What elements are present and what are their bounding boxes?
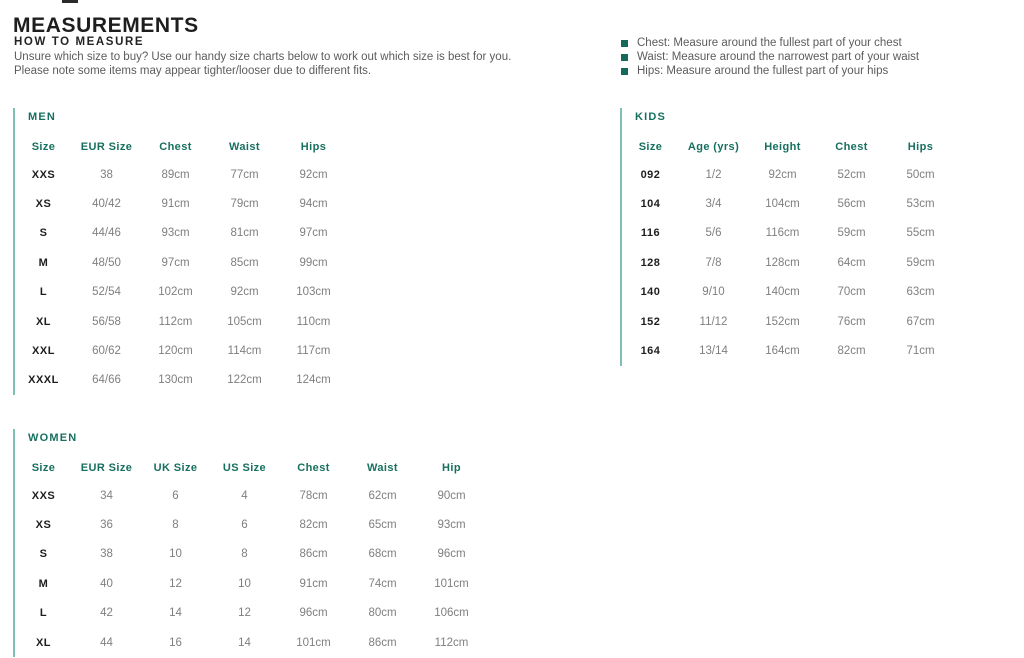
size-label: 164	[640, 345, 661, 358]
size-label: XXS	[31, 168, 56, 181]
table-row	[15, 540, 486, 569]
measurement-value: 34	[100, 489, 113, 502]
table-row	[622, 189, 955, 218]
table-title: MEN	[28, 111, 57, 123]
column-header: Hips	[300, 141, 327, 153]
size-label: S	[39, 227, 48, 240]
measurement-value: 116cm	[765, 227, 800, 240]
header-row	[15, 455, 486, 481]
measurement-value: 59cm	[837, 227, 866, 240]
header-row	[15, 134, 348, 160]
table-row	[15, 189, 348, 218]
measurement-value: 130cm	[158, 374, 193, 387]
measurement-value: 78cm	[299, 489, 328, 502]
measurement-value: 8	[172, 519, 179, 532]
measurement-value: 76cm	[837, 315, 866, 328]
bullet-square-icon	[621, 40, 628, 47]
measurement-value: 16	[169, 636, 182, 649]
measurement-value: 60/62	[92, 345, 121, 358]
measurement-value: 56cm	[837, 198, 866, 211]
measurement-value: 104cm	[765, 198, 800, 211]
measurement-value: 97cm	[299, 227, 328, 240]
measurement-value: 44	[100, 636, 113, 649]
size-chart-kids	[622, 134, 955, 366]
measurement-value: 91cm	[299, 577, 328, 590]
table-title: WOMEN	[28, 432, 78, 444]
measurement-value: 53cm	[906, 198, 935, 211]
table-row	[15, 160, 348, 189]
measurement-value: 106cm	[434, 607, 469, 620]
table-row	[622, 307, 955, 336]
size-label: XXXL	[28, 374, 59, 387]
measurement-value: 10	[169, 548, 182, 561]
measurement-value: 68cm	[368, 548, 397, 561]
measurement-value: 11/12	[699, 315, 728, 328]
column-header: Height	[764, 141, 801, 153]
measurement-value: 63cm	[906, 286, 935, 299]
measurement-value: 40	[100, 577, 113, 590]
column-header: Size	[31, 462, 56, 474]
column-header: Size	[638, 141, 663, 153]
table-row	[622, 248, 955, 277]
measurement-value: 65cm	[368, 519, 397, 532]
table-row	[15, 336, 348, 365]
tip-text: Chest: Measure around the fullest part of your chest	[637, 37, 902, 49]
measurement-value: 40/42	[92, 198, 121, 211]
measurement-value: 52cm	[837, 168, 866, 181]
size-label: XL	[35, 315, 52, 328]
measurement-value: 101cm	[296, 636, 331, 649]
measure-tips-list	[621, 37, 919, 79]
table-title: KIDS	[635, 111, 667, 123]
measurement-value: 140cm	[765, 286, 800, 299]
measurement-value: 70cm	[837, 286, 866, 299]
tip-item-chest	[621, 37, 919, 51]
intro-paragraph	[14, 50, 511, 78]
size-label: M	[38, 256, 49, 269]
size-label: 128	[640, 256, 661, 269]
measurement-value: 10	[238, 577, 251, 590]
size-label: XXL	[32, 345, 55, 358]
size-chart-women	[15, 455, 486, 657]
table-row	[15, 366, 348, 395]
table-row	[15, 307, 348, 336]
measurement-value: 122cm	[227, 374, 262, 387]
measurement-value: 93cm	[437, 519, 466, 532]
measurement-value: 105cm	[227, 315, 262, 328]
size-label: 116	[640, 227, 661, 240]
column-header: Chest	[297, 462, 330, 474]
measurement-value: 102cm	[158, 286, 193, 299]
measurement-value: 103cm	[296, 286, 331, 299]
column-header: Waist	[229, 141, 260, 153]
measurement-value: 91cm	[161, 198, 190, 211]
size-label: 092	[640, 168, 661, 181]
measurement-value: 38	[100, 548, 113, 561]
measurement-value: 79cm	[230, 198, 259, 211]
page-title: MEASUREMENTS	[13, 14, 199, 38]
measurement-value: 96cm	[299, 607, 328, 620]
column-header: Chest	[159, 141, 192, 153]
measurement-value: 99cm	[299, 256, 328, 269]
measurement-value: 6	[241, 519, 248, 532]
size-label: L	[39, 607, 48, 620]
column-header: US Size	[222, 462, 267, 474]
bullet-square-icon	[621, 54, 628, 61]
measurement-value: 112cm	[158, 315, 193, 328]
measurement-value: 13/14	[699, 345, 728, 358]
bullet-square-icon	[621, 68, 628, 75]
size-label: 140	[640, 286, 661, 299]
measurement-value: 62cm	[368, 489, 397, 502]
measurement-value: 86cm	[368, 636, 397, 649]
size-label: XL	[35, 636, 52, 649]
column-header: Size	[31, 141, 56, 153]
column-header: Age (yrs)	[687, 141, 740, 153]
measurement-value: 74cm	[368, 577, 397, 590]
how-to-measure-heading: HOW TO MEASURE	[14, 36, 145, 48]
measurement-value: 38	[100, 168, 113, 181]
measurement-value: 97cm	[161, 256, 190, 269]
measurement-value: 93cm	[161, 227, 190, 240]
table-row	[15, 628, 486, 657]
measurement-value: 55cm	[906, 227, 935, 240]
measurement-value: 52/54	[92, 286, 121, 299]
measurement-value: 124cm	[296, 374, 331, 387]
measurement-value: 92cm	[768, 168, 797, 181]
measurement-value: 77cm	[230, 168, 259, 181]
measurement-value: 3/4	[705, 198, 722, 211]
table-row	[15, 248, 348, 277]
size-label: L	[39, 286, 48, 299]
measurement-value: 92cm	[299, 168, 328, 181]
size-label: 104	[640, 198, 661, 211]
measurement-value: 7/8	[705, 256, 722, 269]
men-size-table	[13, 108, 348, 395]
measurement-value: 67cm	[906, 315, 935, 328]
table-row	[622, 160, 955, 189]
measurement-value: 64cm	[837, 256, 866, 269]
measurement-value: 12	[238, 607, 251, 620]
women-size-table	[13, 429, 486, 657]
column-header: EUR Size	[80, 462, 133, 474]
size-label: XS	[35, 198, 52, 211]
header-row	[622, 134, 955, 160]
table-row	[15, 481, 486, 510]
measurement-value: 89cm	[161, 168, 190, 181]
measurement-value: 152cm	[765, 315, 800, 328]
measurement-value: 1/2	[705, 168, 722, 181]
measurement-value: 4	[241, 489, 248, 502]
measurement-value: 64/66	[92, 374, 121, 387]
measurement-value: 50cm	[906, 168, 935, 181]
measurement-value: 164cm	[765, 345, 800, 358]
tip-item-hips	[621, 65, 919, 79]
measurement-value: 90cm	[437, 489, 466, 502]
column-header: Chest	[835, 141, 868, 153]
table-row	[15, 599, 486, 628]
measurement-value: 14	[169, 607, 182, 620]
measurement-value: 14	[238, 636, 251, 649]
measurement-value: 120cm	[158, 345, 193, 358]
column-header: Waist	[367, 462, 398, 474]
measurement-value: 36	[100, 519, 113, 532]
measurement-value: 9/10	[702, 286, 725, 299]
measurement-value: 112cm	[434, 636, 469, 649]
intro-line-1: Unsure which size to buy? Use our handy size charts below to work out which size is best for you.	[14, 51, 512, 63]
table-row	[15, 569, 486, 598]
table-row	[15, 510, 486, 539]
measurement-value: 6	[172, 489, 179, 502]
measurement-value: 8	[241, 548, 248, 561]
column-header: Hips	[907, 141, 934, 153]
measurement-value: 82cm	[299, 519, 328, 532]
size-label: M	[38, 577, 49, 590]
size-label: S	[39, 548, 48, 561]
table-row	[622, 336, 955, 365]
measurement-value: 114cm	[227, 345, 262, 358]
table-row	[15, 278, 348, 307]
measurement-value: 82cm	[837, 345, 866, 358]
size-label: 152	[640, 315, 661, 328]
measurement-value: 81cm	[230, 227, 259, 240]
measurement-value: 96cm	[437, 548, 466, 561]
size-label: XS	[35, 519, 52, 532]
column-header: Hip	[442, 462, 461, 474]
measurement-value: 59cm	[906, 256, 935, 269]
size-chart-men	[15, 134, 348, 395]
intro-line-2: Please note some items may appear tighter/looser due to different fits.	[14, 65, 372, 77]
kids-size-table	[620, 108, 955, 366]
measurement-value: 128cm	[765, 256, 800, 269]
measurement-value: 48/50	[92, 256, 121, 269]
column-header: UK Size	[153, 462, 198, 474]
table-row	[622, 278, 955, 307]
tip-text: Hips: Measure around the fullest part of your hips	[637, 65, 889, 77]
size-label: XXS	[31, 489, 56, 502]
measurement-value: 94cm	[299, 198, 328, 211]
measurement-value: 42	[100, 607, 113, 620]
measurement-value: 12	[169, 577, 182, 590]
column-header: EUR Size	[80, 141, 133, 153]
measurement-value: 101cm	[434, 577, 469, 590]
measurement-value: 71cm	[906, 345, 935, 358]
measurement-value: 86cm	[299, 548, 328, 561]
table-row	[15, 219, 348, 248]
tip-item-waist	[621, 51, 919, 65]
measurement-value: 110cm	[296, 315, 331, 328]
measurement-value: 5/6	[705, 227, 722, 240]
cropped-element-fragment	[62, 0, 78, 3]
measurement-value: 117cm	[296, 345, 331, 358]
measurement-value: 85cm	[230, 256, 259, 269]
measurement-value: 44/46	[92, 227, 121, 240]
measurement-value: 56/58	[92, 315, 121, 328]
measurement-value: 80cm	[368, 607, 397, 620]
tip-text: Waist: Measure around the narrowest part of your waist	[637, 51, 920, 63]
table-row	[622, 219, 955, 248]
measurement-value: 92cm	[230, 286, 259, 299]
